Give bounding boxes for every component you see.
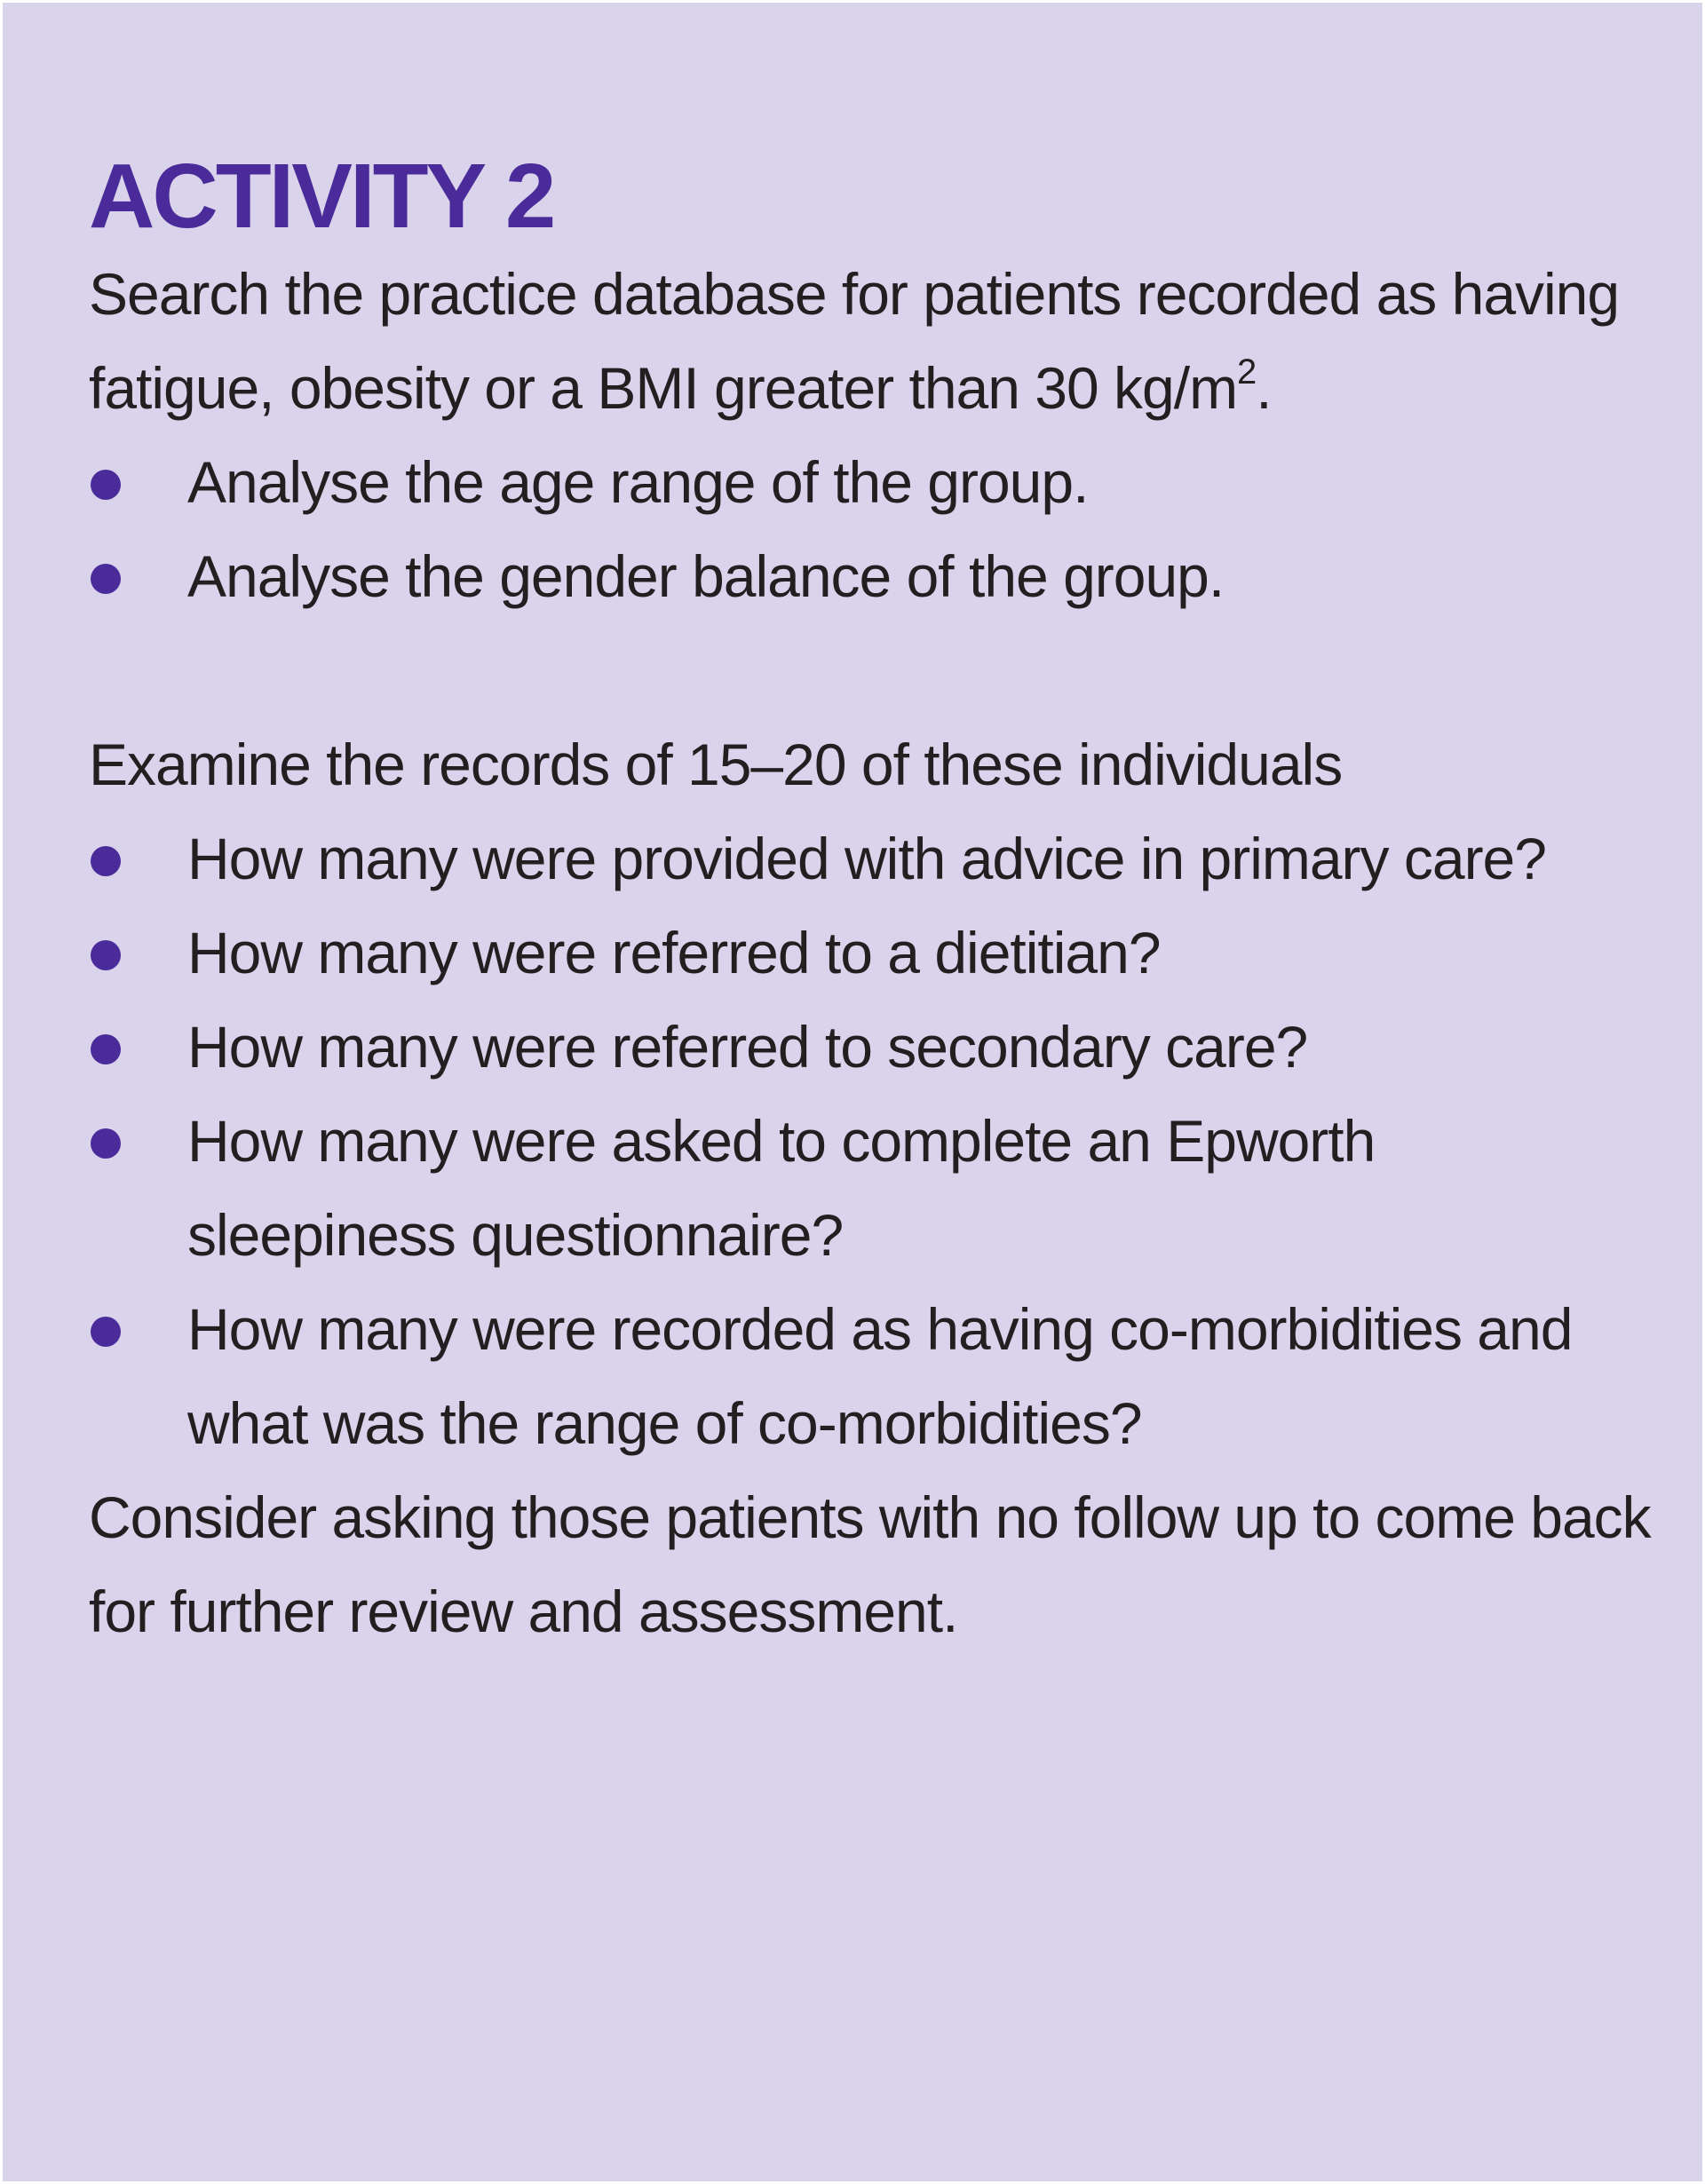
question-item [89, 811, 1652, 906]
search-task-text: Analyse the age range of the group. [187, 449, 1089, 515]
question-list [89, 811, 1652, 1470]
intro-paragraph [89, 247, 1652, 435]
question-item [89, 1282, 1652, 1470]
bullet-icon [91, 1128, 121, 1159]
search-task-item [89, 435, 1652, 529]
closing-paragraph: Consider asking those patients with no follow up to come back for further review and assessment. [89, 1484, 1651, 1644]
search-task-list [89, 435, 1652, 623]
bullet-icon [91, 940, 121, 970]
question-item [89, 1000, 1652, 1094]
question-text: How many were referred to a dietitian? [187, 920, 1161, 985]
bullet-icon [91, 1317, 121, 1347]
search-task-text: Analyse the gender balance of the group. [187, 543, 1225, 609]
question-item [89, 1094, 1652, 1282]
activity-panel [3, 3, 1702, 2181]
intro-text: Search the practice database for patients recorded as having fatigue, obesity or a BMI greater than 30 kg/m [89, 261, 1620, 421]
section-spacer [89, 623, 1652, 717]
intro-end: . [1256, 355, 1272, 421]
question-item [89, 906, 1652, 1000]
question-text: How many were provided with advice in primary care? [187, 826, 1546, 891]
question-text: How many were referred to secondary care? [187, 1014, 1308, 1080]
examine-intro: Examine the records of 15–20 of these individuals [89, 732, 1343, 797]
intro-superscript: 2 [1237, 352, 1257, 392]
bullet-icon [91, 846, 121, 876]
activity-title: ACTIVITY 2 [89, 145, 554, 247]
question-text: How many were asked to complete an Epworth sleepiness questionnaire? [187, 1108, 1376, 1268]
activity-content [89, 145, 1652, 1658]
bullet-icon [91, 470, 121, 500]
bullet-icon [91, 1034, 121, 1064]
bullet-icon [91, 564, 121, 594]
search-task-item [89, 529, 1652, 623]
question-text: How many were recorded as having co-morbidities and what was the range of co-morbidities? [187, 1296, 1573, 1456]
